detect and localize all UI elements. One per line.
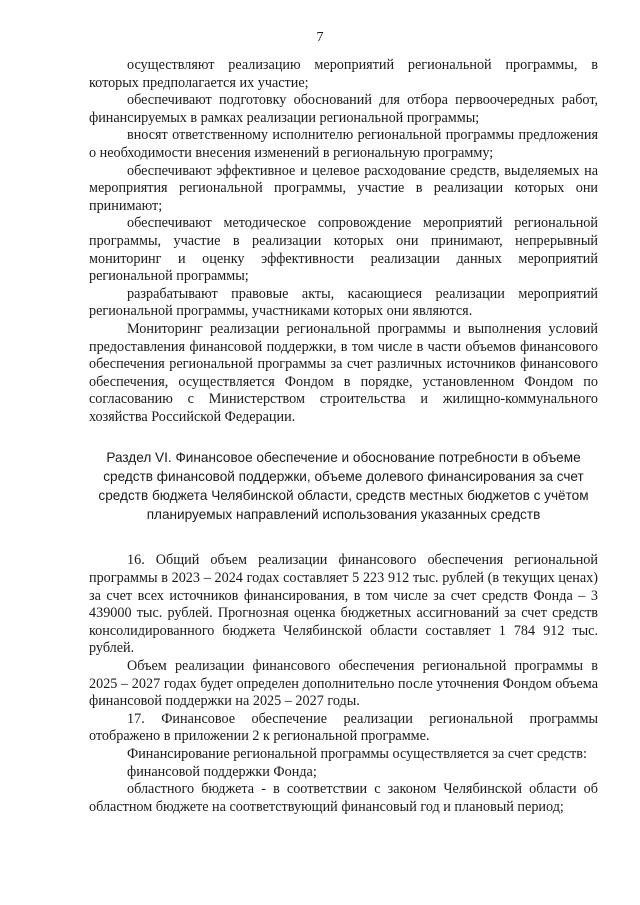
paragraph: Мониторинг реализации региональной программы и выполнения условий предоставления финансовой поддержки, в том числе в части объемов финансового обеспечения региональной программы за счет различных источников финансового обеспечения, осуществляется Фондом в порядке, установленном Фондом по согласованию с Министерством строительства и жилищно-коммунального хозяйства Российской Федерации. [89, 320, 598, 425]
paragraph: вносят ответственному исполнителю региональной программы предложения о необходимости внесения изменений в региональную программу; [89, 127, 598, 161]
paragraph: Финансирование региональной программы осуществляется за счет средств: [127, 746, 587, 762]
document-body [89, 57, 598, 816]
paragraph: областного бюджета - в соответствии с законом Челябинской области об областном бюджете на соответствующий финансовый год и плановый период; [89, 781, 598, 815]
page-number: 7 [316, 30, 324, 45]
paragraph: Объем реализации финансового обеспечения региональной программы в 2025 – 2027 годах будет определен дополнительно после уточнения Фондом объема финансовой поддержки на 2025 – 2027 годы. [89, 658, 598, 710]
section-title: Раздел VI. Финансовое обеспечение и обоснование потребности в объеме средств финансовой поддержки, объеме долевого финансирования за счет средств бюджета Челябинской области, средств местных бюджетов с учётом планируемых направлений использования указанных средств [98, 450, 589, 523]
paragraph: 17. Финансовое обеспечение реализации региональной программы отображено в приложении 2 к региональной программе. [89, 710, 598, 745]
paragraph: осуществляют реализацию мероприятий региональной программы, в которых предполагается их участие; [89, 57, 598, 91]
paragraph: обеспечивают эффективное и целевое расходование средств, выделяемых на мероприятия региональной программы, участие в реализации которых они принимают; [89, 162, 598, 214]
paragraph: разрабатывают правовые акты, касающиеся реализации мероприятий региональной программы, участниками которых они являются. [89, 285, 598, 320]
paragraph: обеспечивают методическое сопровождение мероприятий региональной программы, участие в реализации которых они принимают, непрерывный мониторинг и оценку эффективности реализации данных мероприятий региональной программы; [89, 215, 598, 285]
paragraph: финансовой поддержки Фонда; [127, 763, 317, 780]
paragraph: 16. Общий объем реализации финансового обеспечения региональной программы в 2023 – 2024 годах составляет 5 223 912 тыс. рублей (в текущих ценах) за счет всех источников финансирования, в том числе за счет средств Фонда – 3 439000 тыс. рублей. Прогнозная оценка бюджетных ассигнований за счет средств консолидированного бюджета Челябинской области составляет 1 784 912 тыс. рублей. [89, 552, 598, 657]
paragraph: обеспечивают подготовку обоснований для отбора первоочередных работ, финансируемых в рамках реализации региональной программы; [89, 92, 598, 126]
